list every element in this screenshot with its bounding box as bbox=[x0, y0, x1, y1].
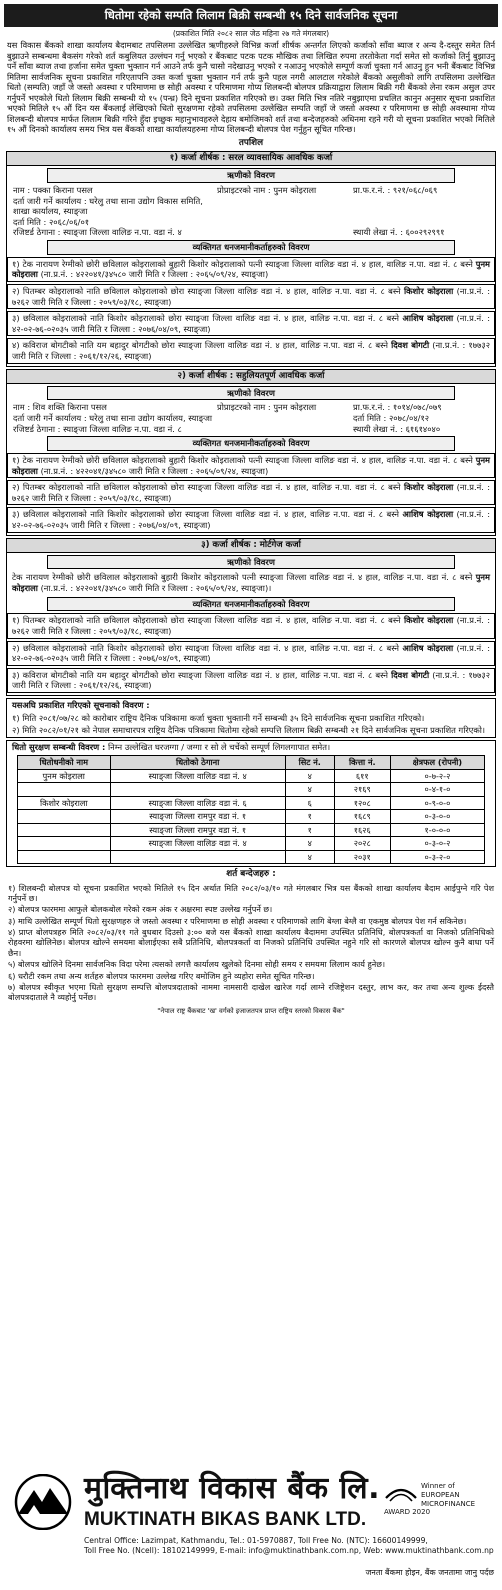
collateral-cell: ४ bbox=[285, 783, 334, 797]
person-name: आशिष कोइराला bbox=[402, 509, 454, 520]
award-line: AWARD 2020 bbox=[384, 1508, 431, 1517]
collateral-cell: २०३१ bbox=[334, 850, 390, 864]
person-id: (ना.प्र.नं. : ४२-०२-७६-०२०३५ जारी मिति र जिल्ला : २०७६/०४/०९, स्याङ्जा) bbox=[12, 313, 490, 334]
person-address: २) छविलाल कोइरालाको नाति किशोर कोइरालाको छोरा स्याङ्जा जिल्ला वालिङ वडा नं. ४ हाल, वालिङ न.पा. वडा नं. ८ बस्ने bbox=[12, 642, 400, 653]
collateral-cell: १६२६ bbox=[334, 823, 390, 837]
person-name: दिवश बोगटी bbox=[391, 340, 430, 351]
person-name: पुनम कोइराला bbox=[12, 572, 490, 593]
borrower-row bbox=[7, 227, 495, 238]
borrower-row bbox=[7, 217, 495, 228]
borrower-row bbox=[7, 424, 495, 435]
collateral-cell: ०-३-२-० bbox=[390, 850, 484, 864]
person-name: किशोर कोइराला bbox=[404, 615, 454, 626]
loan-heading: १) कर्जा शीर्षक : सरल व्यावसायिक आवधिक कर्जा bbox=[7, 152, 495, 166]
person-id: (ना.प्र.नं. : ७२६२ जारी मिति र जिल्ला : २०५९/०३/१८, स्याङ्जा) bbox=[12, 482, 491, 503]
collateral-cell: ०-३-०-२ bbox=[390, 837, 484, 851]
collateral-box bbox=[6, 740, 496, 868]
collateral-cell: स्याङ्जा जिल्ला वालिङ वडा नं. ४ bbox=[110, 837, 285, 851]
person-address: ३) छविलाल कोइरालाको नाति किशोर कोइरालाको छोरा स्याङ्जा जिल्ला वालिङ वडा नं. ४ हाल, वालिङ न.पा. वडा नं. ८ बस्ने bbox=[12, 313, 400, 324]
person-id: (ना.प्र.नं. : ४२-०२-७६-०२०३५ जारी मिति र जिल्ला : २०७६/०४/०९, स्याङ्जा) bbox=[12, 642, 490, 664]
borrower-field: स्थायी लेखा नं. : ६००२९२९९१ bbox=[353, 227, 445, 238]
person-detail bbox=[7, 311, 495, 336]
collateral-note: निम्न उल्लेखित घरजग्गा / जग्गा र सो ले चर्चेको सम्पूर्ण लिगलगापात समेत। bbox=[107, 741, 331, 752]
condition-item: २) बोलपत्र फारममा आफुले बोलकबोल गरेको रकम अंक र अक्षरमा स्पष्ट उल्लेख गर्नुपर्ने छ। bbox=[8, 904, 273, 915]
guarantor-heading: व्यक्तिगत धनजमानीकर्ताहरुको विवरण bbox=[47, 240, 455, 255]
person-id: (ना.प्र.नं. : ४२२०४१/३४५८० जारी मिति र जिल्ला : २०६५/०९/२४, स्याङ्जा)। bbox=[40, 582, 272, 593]
person-id: (ना.प्र.नं. : १७७३२ जारी मिति र जिल्ला : २०६१/१२/२६, स्याङ्जा) bbox=[12, 340, 491, 361]
person-address: २) पितम्बर कोइरालाको नाति छविलाल कोइरालाको छोरा स्याङ्जा जिल्ला वालिङ वडा नं. ४ हाल, वालिङ न.पा. वडा नं. ८ बस्ने bbox=[12, 285, 401, 296]
person-address: टेक नारायण रेग्मीको छोरी छविलाल कोइरालाको बुहारी किशोर कोइरालाको पत्नी स्याङ्जा जिल्ला वालिङ वडा नं. ४ हाल, वालिङ न.पा. वडा नं. ८ बस्ने bbox=[12, 572, 473, 583]
borrower-row bbox=[7, 185, 495, 196]
collateral-cell bbox=[18, 783, 111, 797]
conditions-heading: शर्त बन्देजहरु : bbox=[226, 869, 276, 880]
borrower-field: स्थायी लेखा नं. : ६१६१४०४० bbox=[353, 423, 441, 434]
loan-section bbox=[6, 151, 496, 366]
borrower-field: दर्ता मिति : २०७८/०४/१२ bbox=[353, 412, 430, 423]
collateral-row bbox=[18, 783, 485, 797]
award-line: Winner of bbox=[421, 1482, 455, 1490]
bank-footer bbox=[4, 1464, 498, 1582]
prior-notices-box bbox=[6, 698, 496, 738]
condition-item: ३) माथि उल्लेखित सम्पूर्ण धितो सुरक्षणहरु जे जस्तो अवस्था र परिमाणमा छ सोही अवस्था र परिमाणको लागि बेग्ला बेग्लै वा एकमुष्ठ बोलपत्र पेश गर्न सकिनेछ। bbox=[8, 915, 467, 926]
contact-line: Central Office: Lazimpat, Kathmandu, Tel.: 01-5970887, Toll Free No. (NTC): 16600149999, bbox=[84, 1536, 428, 1545]
borrower-field: रजिष्टर्ड ठेगाना : स्याङ्जा जिल्ला वालिङ न.पा. वडा नं. ८ bbox=[13, 423, 182, 434]
collateral-row bbox=[18, 796, 485, 810]
person-detail bbox=[7, 613, 495, 638]
collateral-cell: ४ bbox=[285, 850, 334, 864]
borrower-field bbox=[217, 227, 353, 238]
borrower-heading: ऋणीको विवरण bbox=[47, 555, 455, 570]
person-address: ३) छविलाल कोइरालाको नाति किशोर कोइरालाको छोरा स्याङ्जा जिल्ला वालिङ वडा नं. ४ हाल, वालिङ न.पा. वडा नं. ८ बस्ने bbox=[12, 509, 400, 520]
person-detail bbox=[7, 507, 495, 532]
borrower-heading: ऋणीको विवरण bbox=[47, 386, 455, 401]
intro-paragraph: यस विकास बैंकको शाखा कार्यालय बैदामबाट तपसिलमा उल्लेखित ऋणीहरुले विभिन्न कर्जा शीर्षक अन्तर्गत लिएको कर्जाको साँवा ब्याज र अन्य दै-दस्तुर समेत तिर्न बुझाउने सम्बन्धमा बैकसंग गरेको शर्त कबुलियत उल्लंघन गर्नु भएको र बैंकबाट पटक पटक मौखिक तथा लिखित रुपमा तरतोकेता गर्दा समेत सो कर्जाको तिर्नु बुझाउनु पर्ने साँवा ब्याज तथा हर्जाना समेत चुक्ता भुक्तान गर्न आउने तर्फ कुनै चासो नदेखाउनु भएको र नआउनु भएकोले सम्पूर्ण कर्जा चुक्ता गर्न आउनु हुन भनी बैंकबाट विभिन्न मितिमा सार्वजनिक सूचना प्रकाशित गरिएतापनि उक्त कर्जा चुक्ता भुक्तान गर्न तर्फ कुनै पहल नगरी आलटाल गरेकोले बैंकको असुलीको लागि तपसिलमा उल्लेखित धितो (सम्पति) जहाँ जे जस्तो अवस्था र परिमाणमा छ सोही अवस्था र परिमाणमा गोप्य शिलबन्दी बोलपत्र प्रक्रियाद्वारा लिलाम बिक्री गरी बैंकको लेना रकम असुल उपर गर्नुपर्ने भएकोले धितो लिलाम बिक्री सम्बन्धी यो १५ (पन्ध्र) दिने सूचना प्रकाशित गरिएको छ। उक्त मिति भित्र नतिरे नबुझाएमा प्रचलित कानुन अनुसार सूचना प्रकाशित भएको मितिले १५ औं दिन यस बैंकलाई लेखिएको धितो सुरक्षणमा रहेको तपसिलमा उल्लेखित सम्पति जहाँ जे जस्तो अवस्था र परिमाणमा छ सोही अवस्थामा गोप्य शिलबन्दी बोलपत्र मार्फत लिलाम बिक्री गरिने हुँदा इच्छुक महानुभावहरुले देहाय बमोजिमको शर्त तथा बन्देजहरुको अधिनमा रहने गरी यो सूचना प्रकाशित भएको मितिले १५ औं दिनको कार्यालय समय भित्र यस बैंकको शाखा कार्यालयहरुमा गोप्य शिलबन्दी बोलपत्र पेश गर्नुहुन सूचित गरिन्छ। bbox=[7, 40, 495, 135]
collateral-cell bbox=[110, 783, 285, 797]
collateral-cell: ०-४-१-० bbox=[390, 783, 484, 797]
award-line: MICROFINANCE bbox=[421, 1499, 476, 1508]
bank-name-english: MUKTINATH BIKAS BANK LTD. bbox=[84, 1509, 367, 1530]
contact-line: Toll Free No. (Ncell): 18102149999, E-mail: info@muktinathbank.com.np, Web: www.muktinathbank.com.np bbox=[84, 1545, 494, 1555]
borrower-row bbox=[7, 413, 495, 424]
collateral-cell: पुनम कोइराला bbox=[18, 769, 111, 783]
person-name: दिवश बोगटी bbox=[391, 669, 430, 680]
borrower-field bbox=[217, 424, 353, 435]
collateral-cell bbox=[18, 823, 111, 837]
collateral-cell: १ bbox=[285, 810, 334, 824]
person-id: (ना.प्र.नं. : ४२२०४१/३४५८० जारी मिति र जिल्ला : २०६५/०९/२४, स्याङ्जा) bbox=[40, 269, 269, 280]
collateral-row bbox=[18, 823, 485, 837]
borrower-field bbox=[353, 196, 489, 217]
borrower-field: प्रोप्राइटरको नाम : पुनम कोइराला bbox=[217, 402, 317, 413]
loan-heading: २) कर्जा शीर्षक : सहुलियतपूर्ण आवधिक कर्जा bbox=[7, 370, 495, 384]
person-name: किशोर कोइराला bbox=[404, 285, 454, 296]
borrower-field bbox=[217, 196, 353, 217]
collateral-cell bbox=[110, 850, 285, 864]
bank-name-nepali: मुक्तिनाथ विकास बैंक लि. bbox=[84, 1471, 381, 1506]
license-footnote: "नेपाल राष्ट्र बैंकबाट 'ख' वर्गको इजाजतपत्र प्राप्त राष्ट्रिय स्तरको विकास बैंक" bbox=[157, 1006, 345, 1015]
award-swirl-icon bbox=[384, 1482, 418, 1504]
collateral-cell bbox=[18, 837, 111, 851]
collateral-cell: ६११ bbox=[334, 769, 390, 783]
collateral-table bbox=[17, 755, 485, 864]
published-date: (प्रकाशित मिति २०८२ साल जेठ महिना २७ गते मंगलबार) bbox=[172, 28, 330, 38]
borrower-field: नाम : पक्का किराना पसल bbox=[13, 184, 93, 195]
collateral-cell: २०२८ bbox=[334, 837, 390, 851]
collateral-cell: ०-७-२-२ bbox=[390, 769, 484, 783]
collateral-row bbox=[18, 810, 485, 824]
person-id: (ना.प्र.नं. : ४२२०४१/३४५८० जारी मिति र जिल्ला : २०६५/०९/२४, स्याङ्जा) bbox=[40, 465, 269, 476]
borrower-field: दर्ता जारी गर्ने कार्यालय : घरेलु तथा साना उद्योग विकास समिति, शाखा कार्यालय, स्याङ्जा bbox=[13, 195, 203, 217]
person-detail bbox=[7, 571, 495, 594]
guarantor-heading: व्यक्तिगत धनजमानीकर्ताहरुको विवरण bbox=[47, 436, 455, 451]
borrower-field: प्रोप्राइटरको नाम : पुनम कोइराला bbox=[217, 184, 317, 195]
bank-logo-icon bbox=[12, 1474, 74, 1530]
collateral-cell: १-०-०-० bbox=[390, 823, 484, 837]
collateral-row bbox=[18, 769, 485, 783]
person-name: आशिष कोइराला bbox=[402, 313, 454, 324]
collateral-cell: ६ bbox=[285, 796, 334, 810]
bank-contact bbox=[84, 1536, 494, 1556]
prior-notices-heading: यसअघि प्रकाशित गरिएको सूचनाको विवरण : bbox=[12, 699, 150, 710]
collateral-cell: १२०८ bbox=[334, 796, 390, 810]
borrower-field: प्रा.फ.र.नं. : ९२१/०६८/०६९ bbox=[353, 184, 438, 195]
borrower-heading: ऋणीको विवरण bbox=[47, 168, 455, 183]
collateral-cell bbox=[18, 850, 111, 864]
condition-item: ५) बोलपत्र खोलिने दिनमा सार्वजनिक विदा परेमा त्यसको लगत्तै कार्यालय खुलेको दिनमा सोही समय र समयमा लिलाम कार्य हुनेछ। bbox=[8, 959, 386, 970]
person-detail bbox=[7, 480, 495, 505]
person-name: आशिष कोइराला bbox=[402, 642, 454, 653]
person-address: ३) कविराज बोगटीको नाति यम बहादुर बोगटीको छोरा स्याङ्जा जिल्ला वालिङ वडा नं. ४ हाल, वालिङ न.पा. वडा नं. ८ बस्ने bbox=[12, 669, 388, 680]
collateral-cell: स्याङ्जा जिल्ला रामपुर वडा नं. १ bbox=[110, 810, 285, 824]
guarantor-heading: व्यक्तिगत धनजमानीकर्ताहरुको विवरण bbox=[47, 597, 455, 612]
collateral-cell: स्याङ्जा जिल्ला वालिङ वडा नं. ४ bbox=[110, 769, 285, 783]
collateral-cell: ०-३-०-० bbox=[390, 810, 484, 824]
award-badge bbox=[384, 1482, 494, 1517]
borrower-field: दर्ता मिति : २०६८/०६/०१ bbox=[13, 216, 90, 227]
borrower-row bbox=[7, 402, 495, 413]
borrower-field: नाम : शिव शक्ति किराना पसल bbox=[13, 402, 107, 413]
loan-section bbox=[6, 369, 496, 536]
borrower-field bbox=[217, 413, 353, 424]
person-detail bbox=[7, 338, 495, 363]
person-detail bbox=[7, 453, 495, 478]
bank-slogan: जनता बैंकमा होइन, बैंक जनतामा जानु पर्दछ bbox=[365, 1567, 494, 1577]
person-id: (ना.प्र.नं. : ७२६२ जारी मिति र जिल्ला : २०५९/०३/१८, स्याङ्जा) bbox=[12, 615, 491, 636]
collateral-row bbox=[18, 850, 485, 864]
person-name: पुनम कोइराला bbox=[12, 258, 491, 280]
condition-item: १) शिलबन्दी बोलपत्र यो सूचना प्रकाशित भएको मितिले १५ दिन अर्थात मिति २०८२/०३/१० गते मंगलबार भित्र यस बैंकको शाखा कार्यालय बैदाम आईपुग्ने गरि पेश गर्नुपर्ने छ। bbox=[8, 882, 494, 904]
borrower-field: रजिष्टर्ड ठेगाना : स्याङ्जा जिल्ला वालिङ न.पा. वडा नं. ४ bbox=[13, 227, 182, 238]
collateral-cell bbox=[18, 810, 111, 824]
collateral-cell: स्याङ्जा जिल्ला रामपुर वडा नं. १ bbox=[110, 823, 285, 837]
condition-item: ७) बोलपत्र स्वीकृत भएमा धितो सुरक्षण सम्पत्ति बोलपत्रदाताको नाममा नामसारी दाखेल खारेज गर्दा लाग्ने रजिष्ट्रेशन दस्तुर, लाभ कर, कर तथा अन्य शुल्क ईदस्तै बोलपत्रदाताले नै व्यहोर्नु पर्नेछ। bbox=[8, 981, 494, 1003]
person-detail bbox=[7, 668, 495, 693]
borrower-field bbox=[217, 217, 353, 228]
collateral-cell: ४ bbox=[285, 837, 334, 851]
collateral-cell: किशोर कोइराला bbox=[18, 796, 111, 810]
person-address: १) टेक नारायण रेग्मीको छोरी छविलाल कोइरालाको बुहारी किशोर कोइरालाको पत्नी स्याङ्जा जिल्ला वालिङ वडा नं. ४ हाल, वालिङ न.पा. वडा नं. ८ बस्ने bbox=[12, 454, 473, 465]
collateral-cell: स्याङ्जा जिल्ला वालिङ वडा नं. ६ bbox=[110, 796, 285, 810]
collateral-column-header: क्षेत्रफल (रोपनी) bbox=[390, 756, 484, 770]
conditions-list bbox=[4, 883, 498, 1003]
collateral-heading: धितो सुरक्षण सम्बन्धी विवरण : bbox=[12, 741, 106, 752]
person-detail bbox=[7, 641, 495, 666]
notice-title: धितोमा रहेको सम्पति लिलाम बिक्री सम्बन्धी १५ दिने सार्वजनिक सूचना bbox=[4, 4, 498, 27]
person-address: १) टेक नारायण रेग्मीको छोरी छविलाल कोइरालाको बुहारी किशोर कोइरालाको पत्नी स्याङ्जा जिल्ला वालिङ वडा नं. ४ हाल, वालिङ न.पा. वडा नं. ८ बस्ने bbox=[12, 258, 473, 269]
loan-heading: ३) कर्जा शीर्षक : मोर्टगेज कर्जा bbox=[7, 539, 495, 553]
loans-section bbox=[4, 151, 498, 696]
person-detail bbox=[7, 284, 495, 309]
person-name: पुनम कोइराला bbox=[12, 454, 491, 476]
collateral-cell: ०-९-०-० bbox=[390, 796, 484, 810]
collateral-column-header: सिट नं. bbox=[285, 756, 334, 770]
borrower-field: प्रा.फ.र.नं. : १०१४/०७८/०७९ bbox=[353, 402, 442, 413]
notice-page bbox=[4, 4, 498, 1582]
person-name: किशोर कोइराला bbox=[404, 482, 454, 493]
collateral-column-header: कित्ता नं. bbox=[334, 756, 390, 770]
condition-item: ४) प्राप्त बोलपत्रहरु मिति २०८२/०३/११ गते बुधबार दिउसो ३:०० बजे यस बैंकको शाखा कार्यालय बैदाममा उपस्थित प्रतिनिधि, बोलपत्रकर्ता वा निजको प्रतिनिधिको रोहवरमा खोलिनेछ। बोलपत्र खोल्ने समयमा बोलाईएका सबै प्रतिनिधि, बोलपत्रकर्ता वा निजको प्रतिनिधि उपस्थित नहुने गरि सो कारणले बोलपत्र खोल्न कुनै बाधा पर्ने छैन। bbox=[8, 927, 494, 958]
person-id: (ना.प्र.नं. : ७२६२ जारी मिति र जिल्ला : २०५९/०३/१८, स्याङ्जा) bbox=[12, 285, 491, 307]
prior-notice-item: १) मिति २०८१/०७/२८ को कारोबार राष्ट्रिय दैनिक पत्रिकामा कर्जा चुक्ता भुक्तानी गर्ने सम्बन्धी ३५ दिने सार्वजनिक सूचना प्रकाशित गरिएको। bbox=[12, 712, 425, 723]
loan-section bbox=[6, 538, 496, 696]
person-id: (ना.प्र.नं. : १७७३२ जारी मिति र जिल्ला : २०६१/१२/२६, स्याङ्जा) bbox=[12, 669, 491, 691]
award-line: EUROPEAN bbox=[421, 1490, 460, 1499]
borrower-field: दर्ता जारी गर्ने कार्यालय : घरेलु तथा साना उद्योग कार्यालय, स्याङ्जा bbox=[13, 412, 213, 423]
borrower-row bbox=[7, 196, 495, 217]
person-address: ४) कविराज बोगटीको नाति यम बहादुर बोगटीको छोरा स्याङ्जा जिल्ला वालिङ वडा नं. ४ हाल, वालिङ न.पा. वडा नं. ८ बस्ने bbox=[12, 340, 388, 351]
condition-item: ६) धरौटी रकम तथा अन्य शर्तहरु बोलपत्र फारममा उल्लेख गरिए बमोजिम हुने व्यहोरा समेत सूचित गरिन्छ। bbox=[8, 970, 315, 981]
borrower-field bbox=[353, 217, 489, 228]
collateral-cell: १ bbox=[285, 823, 334, 837]
collateral-column-header: धितोको ठेगाना bbox=[110, 756, 285, 770]
person-address: २) पितम्बर कोइरालाको नाति छविलाल कोइरालाको छोरा स्याङ्जा जिल्ला वालिङ वडा नं. ४ हाल, वालिङ न.पा. वडा नं. ८ बस्ने bbox=[12, 482, 401, 493]
tapsil-heading: तपशिल bbox=[238, 137, 264, 148]
collateral-cell: ४ bbox=[285, 769, 334, 783]
person-address: १) पितम्बर कोइरालाको नाति छविलाल कोइरालाको छोरा स्याङ्जा जिल्ला वालिङ वडा नं. ४ हाल, वालिङ न.पा. वडा नं. ८ बस्ने bbox=[12, 615, 401, 626]
collateral-row bbox=[18, 837, 485, 851]
person-id: (ना.प्र.नं. : ४२-०२-७६-०२०३५ जारी मिति र जिल्ला : २०७६/०४/०९, स्याङ्जा) bbox=[12, 509, 490, 530]
collateral-column-header: धितोधनीको नाम bbox=[18, 756, 111, 770]
collateral-cell: १६८९ bbox=[334, 810, 390, 824]
prior-notice-item: २) मिति २०८२/०१/२१ को नेपाल समाचारपत्र राष्ट्रिय दैनिक पत्रिकामा धितोमा रहेको सम्पत्ति लिलाम बिक्री सम्बन्धी २१ दिने सार्वजनिक सूचना प्रकाशित गरिएको। bbox=[12, 725, 486, 736]
collateral-cell: २१६९ bbox=[334, 783, 390, 797]
person-detail bbox=[7, 257, 495, 282]
